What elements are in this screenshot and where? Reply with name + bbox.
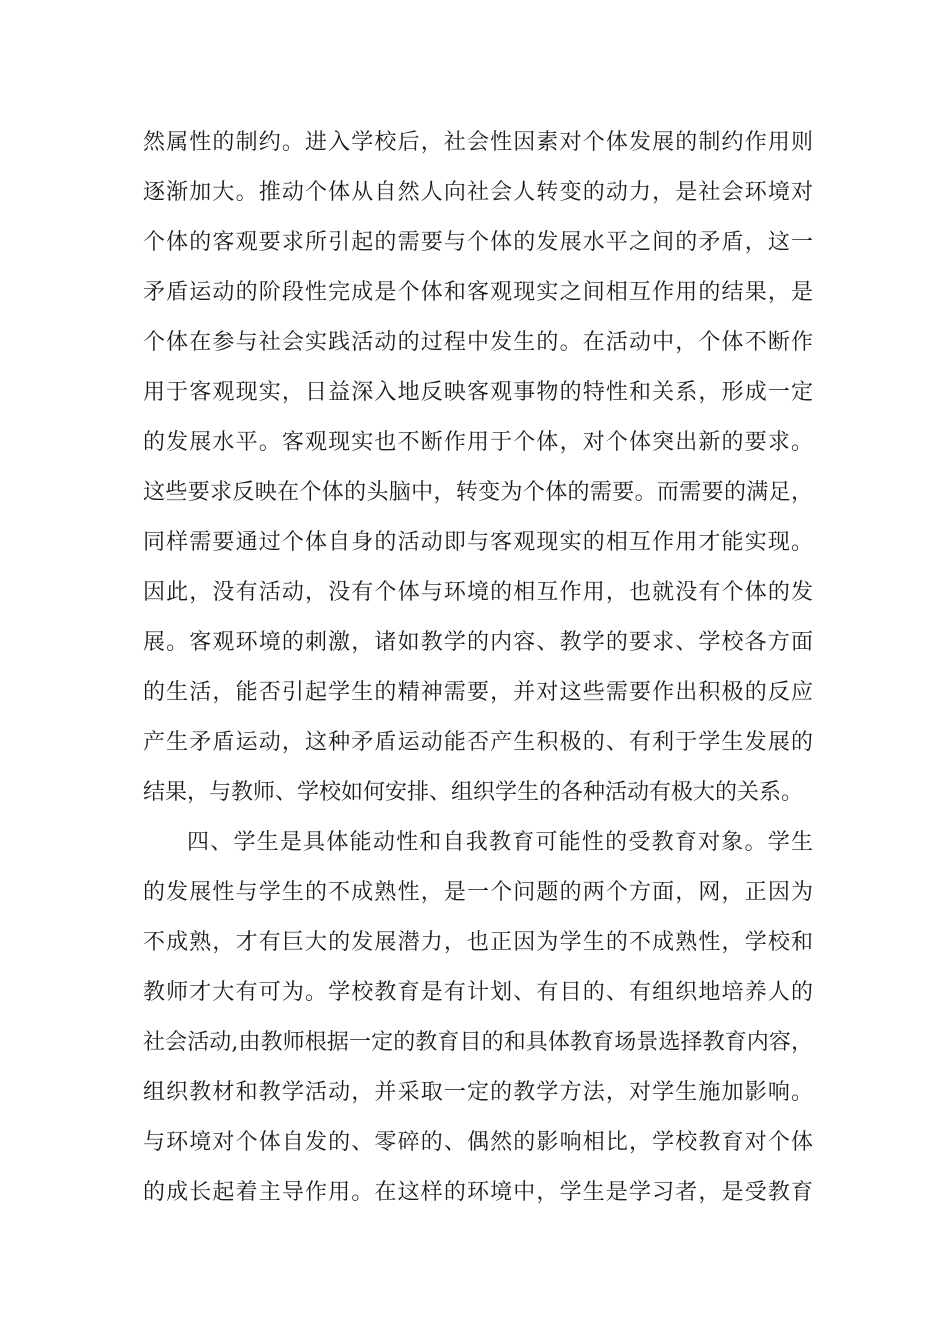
text-line: 产生矛盾运动，这种矛盾运动能否产生积极的、有利于学生发展的 (143, 730, 813, 755)
text-line: 不成熟，才有巨大的发展潜力，也正因为学生的不成熟性，学校和 (143, 930, 813, 955)
text-line: 与环境对个体自发的、零碎的、偶然的影响相比，学校教育对个体 (143, 1130, 813, 1155)
text-line: 结果，与教师、学校如何安排、组织学生的各种活动有极大的关系。 (143, 780, 804, 805)
text-line: 用于客观现实，日益深入地反映客观事物的特性和关系，形成一定 (143, 380, 813, 405)
document-body (143, 118, 813, 1218)
text-line: 因此，没有活动，没有个体与环境的相互作用，也就没有个体的发 (143, 580, 813, 605)
text-line: 组织教材和教学活动，并采取一定的教学方法，对学生施加影响。 (143, 1080, 813, 1105)
paragraph-first-line: 四、学生是具体能动性和自我教育可能性的受教育对象。学生 (187, 830, 813, 855)
text-line: 的生活，能否引起学生的精神需要，并对这些需要作出积极的反应 (143, 680, 813, 705)
text-line: 这些要求反映在个体的头脑中，转变为个体的需要。而需要的满足， (143, 480, 813, 505)
text-line: 的成长起着主导作用。在这样的环境中，学生是学习者，是受教育 (143, 1180, 813, 1205)
text-line: 展。客观环境的刺激，诸如教学的内容、教学的要求、学校各方面 (143, 630, 813, 655)
text-line: 个体的客观要求所引起的需要与个体的发展水平之间的矛盾，这一 (143, 230, 813, 255)
text-line: 的发展水平。客观现实也不断作用于个体，对个体突出新的要求。 (143, 430, 813, 455)
text-line: 然属性的制约。进入学校后，社会性因素对个体发展的制约作用则 (143, 130, 813, 155)
text-line: 个体在参与社会实践活动的过程中发生的。在活动中，个体不断作 (143, 330, 813, 355)
text-line: 矛盾运动的阶段性完成是个体和客观现实之间相互作用的结果，是 (143, 280, 813, 305)
text-line: 逐渐加大。推动个体从自然人向社会人转变的动力，是社会环境对 (143, 180, 813, 205)
text-line: 教师才大有可为。学校教育是有计划、有目的、有组织地培养人的 (143, 980, 813, 1005)
text-line: 的发展性与学生的不成熟性，是一个问题的两个方面，网，正因为 (143, 880, 813, 905)
text-line: 社会活动,由教师根据一定的教育目的和具体教育场景选择教育内容， (143, 1030, 813, 1055)
text-line: 同样需要通过个体自身的活动即与客观现实的相互作用才能实现。 (143, 530, 813, 555)
